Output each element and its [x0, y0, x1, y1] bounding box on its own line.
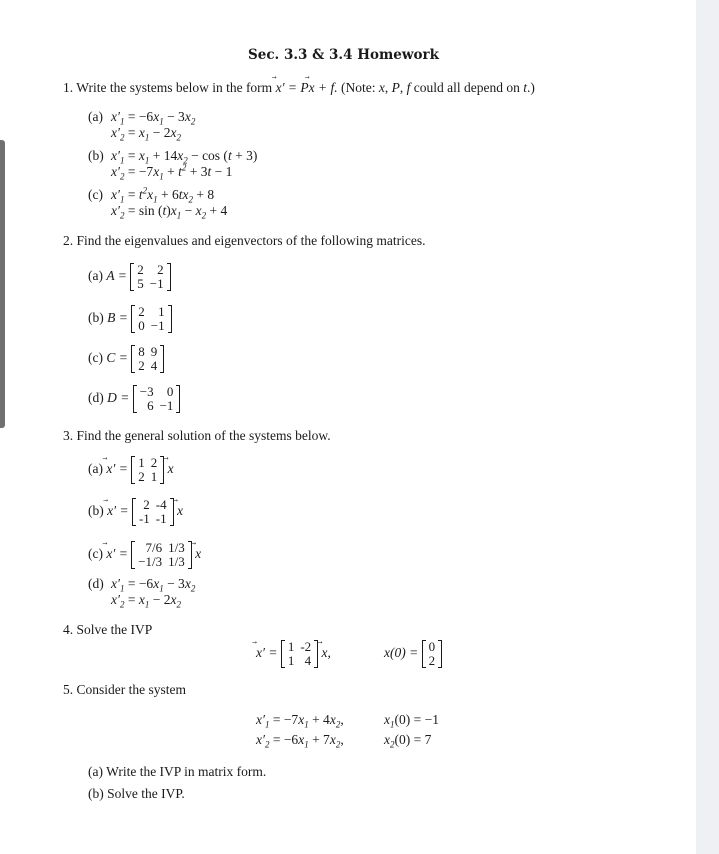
problem-5-number: 5. [63, 682, 74, 697]
problem-2d [88, 385, 180, 413]
matrix-3b [132, 498, 174, 526]
initial-vector [422, 640, 443, 668]
matrix-cell: −1 [150, 318, 165, 333]
matrix-3c [131, 541, 192, 569]
matrix-cell: 2 [138, 469, 145, 484]
problem-3d-eq2: $x'_2 = x_1 - 2x_2$ [111, 592, 181, 610]
matrix-b-name: B = [107, 310, 128, 326]
problem-2a [88, 263, 171, 291]
matrix-cell: 1 [158, 304, 165, 319]
problem-3c-label: (c) [88, 546, 103, 562]
matrix-cell: -4 [155, 497, 167, 512]
matrix-cell: 0 [138, 318, 145, 333]
problem-3d-eq1: $x'_1 = -6x_1 - 3x_2$ [111, 576, 196, 594]
problem-5a-text: Write the IVP in matrix form. [106, 764, 267, 779]
matrix-cell: 2 [428, 653, 436, 668]
problem-1b-eq1: $x'_1 = x_1 + 14x_2 - \cos (t + 3)$ [111, 148, 258, 166]
problem-5b-label: (b) [88, 786, 104, 801]
problem-1a-eq1: $x'_1 = -6x_1 - 3x_2$ [111, 109, 196, 127]
problem-3c: (c) x ⃗′ = 7/6 1/3 −1/3 1/3 x ⃗ [88, 541, 201, 569]
matrix-cell: 1 [138, 455, 145, 470]
problem-2 [63, 233, 426, 249]
problem-1-prompt: Write the systems below in the form [76, 80, 273, 95]
matrix-a-name: A = [106, 268, 127, 284]
problem-2c [88, 345, 164, 373]
problem-5-eq1: $x'_1 = -7x_1 + 4x_2$, [256, 712, 344, 730]
problem-1-note: (Note: x, P, f could all depend on t.) [341, 80, 535, 95]
problem-1c-label: (c) [88, 187, 103, 202]
matrix-cell: 8 [138, 344, 145, 359]
problem-3-number: 3. [63, 428, 74, 443]
problem-1a-label: (a) [88, 109, 103, 124]
problem-5b-text: Solve the IVP. [107, 786, 185, 801]
problem-4-initial-condition [384, 640, 442, 668]
problem-3 [63, 428, 331, 444]
matrix-cell: 5 [137, 276, 144, 291]
matrix-cell: 6 [147, 398, 154, 413]
page-title: Sec. 3.3 & 3.4 Homework [248, 47, 439, 63]
problem-2b-label: (b) [88, 310, 104, 326]
matrix-cell: -2 [300, 639, 312, 654]
problem-5-eq2: $x'_2 = -6x_1 + 7x_2$, [256, 732, 344, 750]
matrix-d [133, 385, 181, 413]
matrix-3a [131, 456, 164, 484]
matrix-cell: 1 [150, 469, 158, 484]
problem-1 [63, 80, 535, 96]
matrix-cell: 2 [137, 262, 144, 277]
side-panel [696, 0, 719, 854]
matrix-cell: 7/6 [145, 540, 163, 555]
problem-5b [88, 786, 185, 802]
problem-5-ic1: $x_1(0) = -1$ [384, 712, 439, 730]
problem-1b-label: (b) [88, 148, 104, 163]
problem-5a-label: (a) [88, 764, 103, 779]
matrix-cell: 2 [143, 497, 150, 512]
matrix-cell: 1 [287, 639, 295, 654]
problem-1-form: x ⃗′ = Px ⃗ + f. [276, 80, 338, 95]
problem-3d-label: (d) [88, 576, 104, 591]
matrix-cell: 2 [138, 358, 145, 373]
matrix-cell: 4 [304, 653, 312, 668]
matrix-cell: −3 [139, 384, 154, 399]
problem-3a-label: (a) [88, 461, 103, 477]
matrix-cell: 2 [157, 262, 164, 277]
scroll-handle[interactable] [0, 140, 5, 428]
problem-3b: (b) x ⃗′ = 2 -4 -1 -1 x ⃗ [88, 498, 183, 526]
problem-1c-eq2: $x'_2 = \sin (t)x_1 - x_2 + 4$ [111, 203, 228, 221]
matrix-cell: 1/3 [168, 554, 185, 569]
problem-4-ic-label: x(0) = [384, 645, 419, 661]
matrix-cell: 0 [166, 384, 174, 399]
matrix-cell: 1/3 [168, 540, 185, 555]
matrix-cell: −1 [149, 276, 164, 291]
matrix-4 [281, 640, 318, 668]
problem-2-number: 2. [63, 233, 74, 248]
problem-2d-label: (d) [88, 390, 104, 406]
problem-3a: (a) x ⃗′ = 1 2 2 1 x ⃗ [88, 456, 174, 484]
matrix-a [130, 263, 170, 291]
problem-4-prompt: Solve the IVP [76, 622, 153, 637]
problem-5a [88, 764, 266, 780]
problem-2c-label: (c) [88, 350, 103, 366]
matrix-c [131, 345, 164, 373]
problem-2a-label: (a) [88, 268, 103, 284]
problem-5-prompt: Consider the system [76, 682, 186, 697]
problem-3-prompt: Find the general solution of the systems below. [76, 428, 331, 443]
matrix-d-name: D = [107, 390, 130, 406]
problem-2-prompt: Find the eigenvalues and eigenvectors of the following matrices. [76, 233, 426, 248]
problem-4 [63, 622, 152, 638]
problem-4-number: 4. [63, 622, 74, 637]
problem-1a-eq2: $x'_2 = x_1 - 2x_2$ [111, 125, 181, 143]
problem-3b-label: (b) [88, 503, 104, 519]
matrix-cell: 4 [150, 358, 158, 373]
matrix-cell: -1 [155, 511, 167, 526]
matrix-c-name: C = [106, 350, 128, 366]
matrix-cell: 2 [138, 304, 145, 319]
matrix-cell: 9 [150, 344, 158, 359]
problem-1b-eq2: $x'_2 = -7x_1 + t^2 + 3t - 1$ [111, 162, 233, 182]
problem-1-number: 1. [63, 80, 74, 95]
matrix-cell: 1 [287, 653, 295, 668]
matrix-cell: 2 [150, 455, 158, 470]
matrix-cell: −1 [159, 398, 174, 413]
problem-5 [63, 682, 186, 698]
matrix-b [131, 305, 171, 333]
problem-4-system: x ⃗′ = 1 -2 1 4 x ⃗, [256, 640, 331, 668]
matrix-cell: -1 [138, 511, 150, 526]
matrix-cell: −1/3 [138, 554, 163, 569]
matrix-cell: 0 [428, 639, 436, 654]
problem-2b [88, 305, 172, 333]
problem-1c-eq1: $x'_1 = t^2x_1 + 6tx_2 + 8$ [111, 185, 215, 205]
problem-5-ic2: $x_2(0) = 7$ [384, 732, 432, 750]
